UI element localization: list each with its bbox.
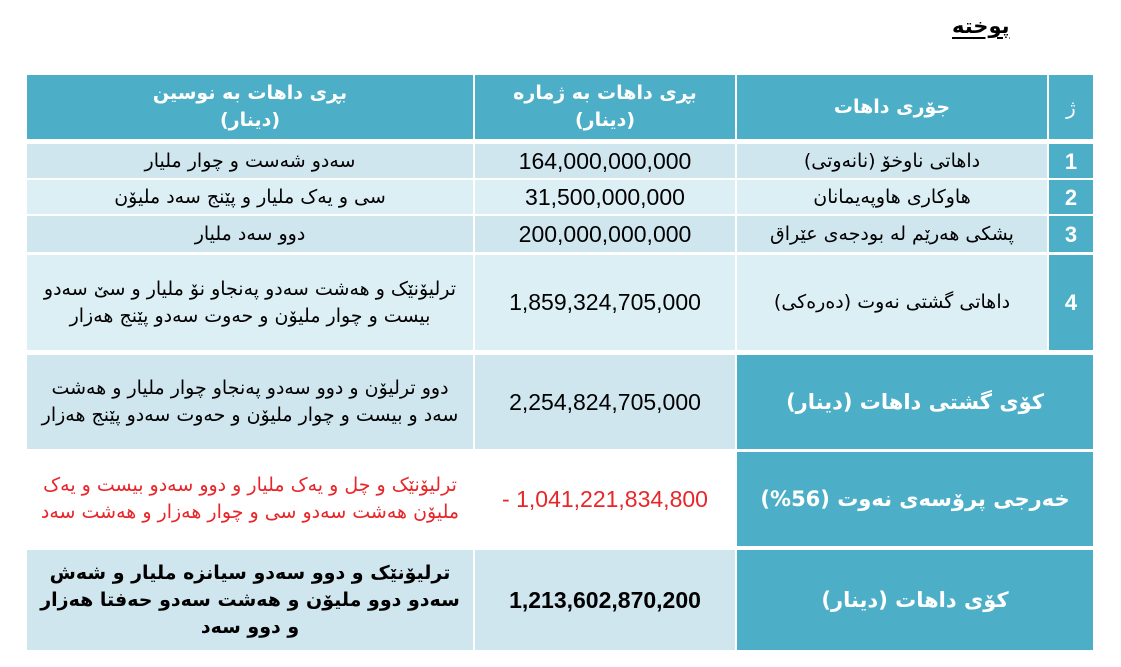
row-amount-words: ترلیۆنێک و هەشت سەدو پەنجاو نۆ ملیار و سێ سەدو بیست و چوار ملیۆن و حەوت سەدو پێنج هەزار: [27, 255, 473, 350]
row-amount-numeric: 31,500,000,000: [475, 180, 735, 214]
summary-words-net: ترلیۆنێک و دوو سەدو سیانزە ملیار و شەش سەدو دوو ملیۆن و هەشت سەدو حەفتا هەزار و دوو سەد: [27, 550, 473, 650]
row-index: 2: [1049, 180, 1093, 214]
row-amount-words: سی و یەک ملیار و پێنج سەد ملیۆن: [27, 180, 473, 214]
row-index: 4: [1049, 255, 1093, 350]
row-amount-numeric: 1,859,324,705,000: [475, 255, 735, 350]
row-amount-numeric: 200,000,000,000: [475, 216, 735, 252]
row-revenue-type: داهاتی گشتی نەوت (دەرەکی): [737, 255, 1047, 350]
summary-words-total: دوو ترلیۆن و دوو سەدو پەنجاو چوار ملیار و هەشت سەد و بیست و چوار ملیۆن و حەوت سەدو پێنج هەزار: [27, 355, 473, 449]
summary-label-oil-cost: خەرجی پرۆسەی نەوت (56%): [737, 452, 1093, 546]
row-index: 1: [1049, 144, 1093, 178]
summary-amount-total: 2,254,824,705,000: [475, 355, 735, 449]
summary-amount-net: 1,213,602,870,200: [475, 550, 735, 650]
revenue-table: [27, 75, 1093, 650]
header-revenue-type: جۆری داهات: [737, 75, 1047, 139]
row-amount-words: دوو سەد ملیار: [27, 216, 473, 252]
row-amount-words: سەدو شەست و چوار ملیار: [27, 144, 473, 178]
row-revenue-type: داهاتی ناوخۆ (نانەوتی): [737, 144, 1047, 178]
row-revenue-type: پشکی هەرێم لە بودجەی عێراق: [737, 216, 1047, 252]
row-index: 3: [1049, 216, 1093, 252]
row-amount-numeric: 164,000,000,000: [475, 144, 735, 178]
header-index: ژ: [1049, 75, 1093, 139]
page-title: پوختە: [952, 14, 1010, 38]
summary-amount-oil-cost: - 1,041,221,834,800: [475, 452, 735, 546]
summary-label-net: کۆی داهات (دینار): [737, 550, 1093, 650]
summary-words-oil-cost: ترلیۆنێک و چل و یەک ملیار و دوو سەدو بیست و یەک ملیۆن هەشت سەدو سی و چوار هەزار و هەشت سەد: [27, 452, 473, 546]
row-revenue-type: هاوکاری هاوپەیمانان: [737, 180, 1047, 214]
header-amount-numeric: بڕی داهات بە ژمارە (دینار): [475, 75, 735, 139]
summary-label-total: کۆی گشتی داهات (دینار): [737, 355, 1093, 449]
header-amount-words: بڕی داهات بە نوسین (دینار): [27, 75, 473, 139]
